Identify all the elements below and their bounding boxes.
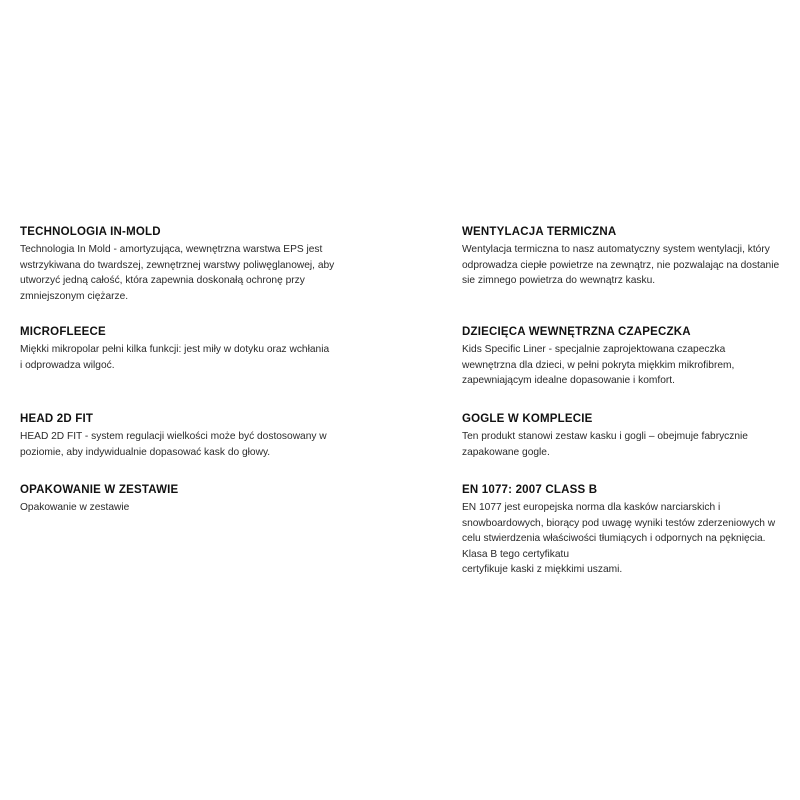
feature-title: MICROFLEECE bbox=[20, 326, 106, 338]
feature-title: TECHNOLOGIA IN-MOLD bbox=[20, 226, 161, 238]
feature-description: Technologia In Mold - amortyzująca, wewnętrzna warstwa EPS jest wstrzykiwana do twardszej, zewnętrznej warstwy poliwęglanowej, aby utworzyć jedną całość, która zapewnia doskonałą ochronę przy zmniejszonym ciężarze. bbox=[20, 244, 335, 302]
feature-title: DZIECIĘCA WEWNĘTRZNA CZAPECZKA bbox=[462, 326, 691, 338]
feature-description: Kids Specific Liner - specjalnie zaprojektowana czapeczka wewnętrzna dla dzieci, w pełni pokryta miękkim mikrofibrem, zapewniającym idealne dopasowanie i komfort. bbox=[462, 344, 735, 386]
feature-in-mold bbox=[20, 225, 350, 304]
feature-title: OPAKOWANIE W ZESTAWIE bbox=[20, 484, 179, 496]
feature-title: GOGLE W KOMPLECIE bbox=[462, 413, 593, 425]
feature-title: EN 1077: 2007 CLASS B bbox=[462, 484, 598, 496]
feature-en-1077-certification bbox=[462, 483, 797, 578]
feature-goggles-included bbox=[462, 412, 797, 460]
feature-kids-liner bbox=[462, 325, 797, 389]
feature-title: HEAD 2D FIT bbox=[20, 413, 94, 425]
feature-description: HEAD 2D FIT - system regulacji wielkości może być dostosowany w poziomie, aby indywidualnie dopasować kask do głowy. bbox=[20, 431, 327, 458]
feature-description: Ten produkt stanowi zestaw kasku i gogli – obejmuje fabrycznie zapakowane gogle. bbox=[462, 431, 748, 458]
feature-head-2d-fit bbox=[20, 412, 350, 460]
feature-packaging bbox=[20, 483, 350, 516]
feature-microfleece bbox=[20, 325, 350, 373]
feature-description: EN 1077 jest europejska norma dla kasków narciarskich i snowboardowych, biorący pod uwagę wyniki testów zderzeniowych w celu stwierdzenia właściwości tłumiących i odpornych na pęknięcia. Klasa B tego certyfikatu certyfikuje kaski z miękkimi uszami. bbox=[462, 502, 776, 575]
feature-title: WENTYLACJA TERMICZNA bbox=[462, 226, 617, 238]
feature-thermal-ventilation bbox=[462, 225, 797, 289]
feature-description: Wentylacja termiczna to nasz automatyczny system wentylacji, który odprowadza ciepłe powietrze na zewnątrz, nie pozwalając na dostanie sie zimnego powietrza do wewnątrz kasku. bbox=[462, 244, 780, 286]
feature-description: Miękki mikropolar pełni kilka funkcji: jest miły w dotyku oraz wchłania i odprowadza wilgoć. bbox=[20, 344, 330, 371]
feature-description: Opakowanie w zestawie bbox=[20, 502, 130, 513]
